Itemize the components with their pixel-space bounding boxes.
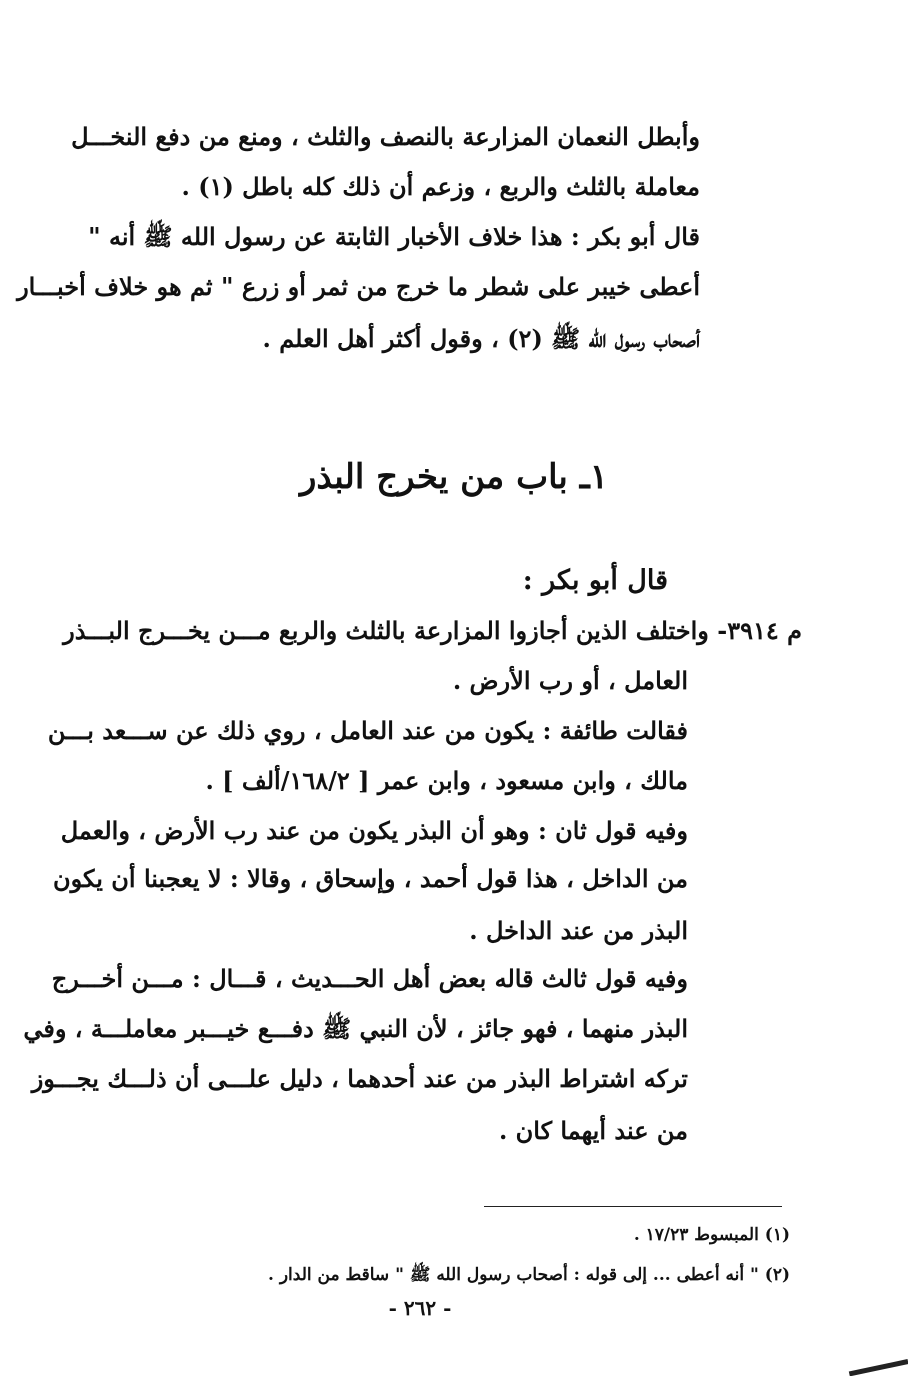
body-line: البذر منهما ، فهو جائز ، لأن النبي ﷺ دفـــع خيـــبر معاملـــة ، وفي: [23, 1014, 688, 1043]
body-line: من عند أيهما كان .: [498, 1116, 688, 1145]
body-line: مالك ، وابن مسعود ، وابن عمر [ ١٦٨/٢/ألف ] .: [205, 766, 688, 795]
body-line-numbered: م ٣٩١٤- واختلف الذين أجازوا المزارعة بالثلث والربع مـــن يخـــرج البـــذر: [63, 616, 802, 645]
body-line: تركه اشتراط البذر من عند أحدهما ، دليل علـــى أن ذلـــك يجـــوز: [31, 1064, 688, 1093]
body-line: العامل ، أو رب الأرض .: [452, 666, 688, 695]
paragraph-line: أعطى خيبر على شطر ما خرج من ثمر أو زرع " ثم هو خلاف أخبـــار: [17, 272, 700, 301]
footnote-separator: [484, 1206, 782, 1207]
paragraph-line: أصحاب رسول الله ﷺ (٢) ، وقول أكثر أهل العلم .: [262, 324, 700, 353]
body-line: من الداخل ، هذا قول أحمد ، وإسحاق ، وقالا : لا يعجبنا أن يكون: [52, 864, 688, 893]
paragraph-line: معاملة بالثلث والربع ، وزعم أن ذلك كله باطل (١) .: [181, 172, 700, 201]
paragraph-line: وأبطل النعمان المزارعة بالنصف والثلث ، ومنع من دفع النخـــل: [71, 122, 700, 151]
paragraph-line: قال أبو بكر : هذا خلاف الأخبار الثابتة عن رسول الله ﷺ أنه ": [88, 222, 700, 251]
footnote-2: (٢) " أنه أعطى ... إلى قوله : أصحاب رسول الله ﷺ " ساقط من الدار .: [268, 1265, 790, 1285]
body-line: وفيه قول ثالث قاله بعض أهل الحـــديث ، قـــال : مـــن أخـــرج: [51, 964, 688, 993]
body-line: وفيه قول ثان : وهو أن البذر يكون من عند رب الأرض ، والعمل: [60, 816, 688, 845]
intro-line: قال أبو بكر :: [522, 565, 668, 596]
body-line: البذر من عند الداخل .: [469, 916, 688, 945]
body-line: فقالت طائفة : يكون من عند العامل ، روي ذلك عن ســـعد بـــن: [47, 716, 688, 745]
section-heading: ١ـ باب من يخرج البذر: [300, 457, 608, 497]
page-number: - ٢٦٢ -: [388, 1296, 452, 1320]
footnote-1: (١) المبسوط ١٧/٢٣ .: [633, 1225, 790, 1245]
scan-edge-mark: [849, 1359, 908, 1376]
